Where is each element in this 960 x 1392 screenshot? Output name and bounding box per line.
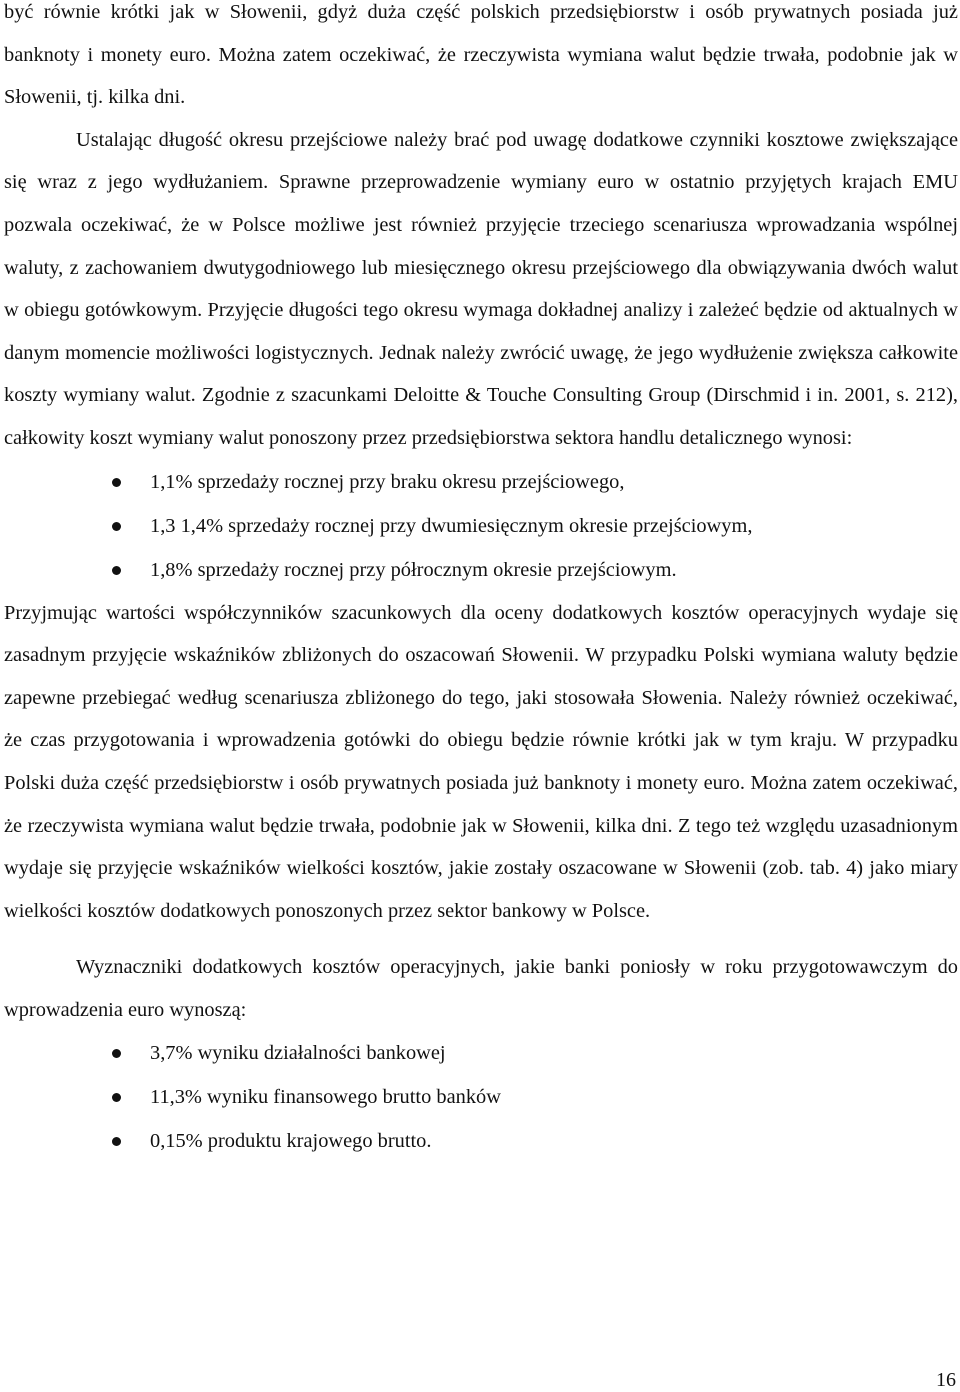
- retail-cost-list: [4, 460, 958, 592]
- list-item: [4, 460, 958, 504]
- page-number: 16: [936, 1369, 956, 1391]
- list-item: [4, 1119, 958, 1163]
- list-item: [4, 504, 958, 548]
- list-item-text: 0,15% produktu krajowego brutto.: [150, 1130, 432, 1153]
- bullet-icon: [112, 522, 121, 531]
- bullet-icon: [112, 1137, 121, 1146]
- bullet-icon: [112, 478, 121, 487]
- list-item: [4, 1031, 958, 1075]
- list-item: [4, 548, 958, 592]
- list-item-text: 11,3% wyniku finansowego brutto banków: [150, 1086, 501, 1109]
- paragraph-bank-costs: Wyznaczniki dodatkowych kosztów operacyjnych, jakie banki poniosły w roku przygotowawczym do wprowadzenia euro wynoszą:: [4, 956, 958, 1021]
- bullet-icon: [112, 1049, 121, 1058]
- bullet-icon: [112, 566, 121, 575]
- list-item-text: 1,8% sprzedaży rocznej przy półrocznym okresie przejściowym.: [150, 558, 677, 581]
- list-item-text: 1,1% sprzedaży rocznej przy braku okresu przejściowego,: [150, 470, 625, 493]
- paragraph-continuation: być równie krótki jak w Słowenii, gdyż duża część polskich przedsiębiorstw i osób prywatnych posiada już banknoty i monety euro. Można zatem oczekiwać, że rzeczywista wymiana walut będzie trwała, podobnie jak w Słowenii, tj. kilka dni.: [4, 1, 958, 109]
- bank-cost-list: [4, 1031, 958, 1163]
- paragraph-transition-period: Ustalając długość okresu przejściowe należy brać pod uwagę dodatkowe czynniki kosztowe zwiększające się wraz z jego wydłużaniem. Sprawne przeprowadzenie wymiany euro w ostatnio przyjętych krajach EMU pozwala oczekiwać, że w Polsce możliwe jest również przyjęcie trzeciego scenariusza wprowadzania wspólnej waluty, z zachowaniem dwutygodniowego lub miesięcznego okresu przejściowego dla obwiązywania dwóch walut w obiegu gotówkowym. Przyjęcie długości tego okresu wymaga dokładnej analizy i zależeć będzie od aktualnych w danym momencie możliwości logistycznych. Jednak należy zwrócić uwagę, że jego wydłużenie zwiększa całkowite koszty wymiany walut. Zgodnie z szacunkami Deloitte & Touche Consulting Group (Dirschmid i in. 2001, s. 212), całkowity koszt wymiany walut ponoszony przez przedsiębiorstwa sektora handlu detalicznego wynosi:: [4, 128, 958, 449]
- list-item-text: 3,7% wyniku działalności bankowej: [150, 1042, 446, 1065]
- bullet-icon: [112, 1093, 121, 1102]
- document-page: [4, 0, 958, 1163]
- paragraph-coefficients: Przyjmując wartości współczynników szacunkowych dla oceny dodatkowych kosztów operacyjnych wydaje się zasadnym przyjęcie wskaźników zbliżonych do oszacowań Słowenii. W przypadku Polski wymiana waluty będzie zapewne przebiegać według scenariusza zbliżonego do tego, jaki stosowała Słowenia. Należy również oczekiwać, że czas przygotowania i wprowadzenia gotówki do obiegu będzie równie krótki jak w tym kraju. W przypadku Polski duża część przedsiębiorstw i osób prywatnych posiada już banknoty i monety euro. Można zatem oczekiwać, że rzeczywista wymiana walut będzie trwała, podobnie jak w Słowenii, kilka dni. Z tego też względu uzasadnionym wydaje się przyjęcie wskaźników wielkości kosztów, jakie zostały oszacowane w Słowenii (zob. tab. 4) jako miary wielkości kosztów dodatkowych ponoszonych przez sektor bankowy w Polsce.: [4, 601, 958, 922]
- list-item: [4, 1075, 958, 1119]
- list-item-text: 1,3 1,4% sprzedaży rocznej przy dwumiesięcznym okresie przejściowym,: [150, 514, 753, 537]
